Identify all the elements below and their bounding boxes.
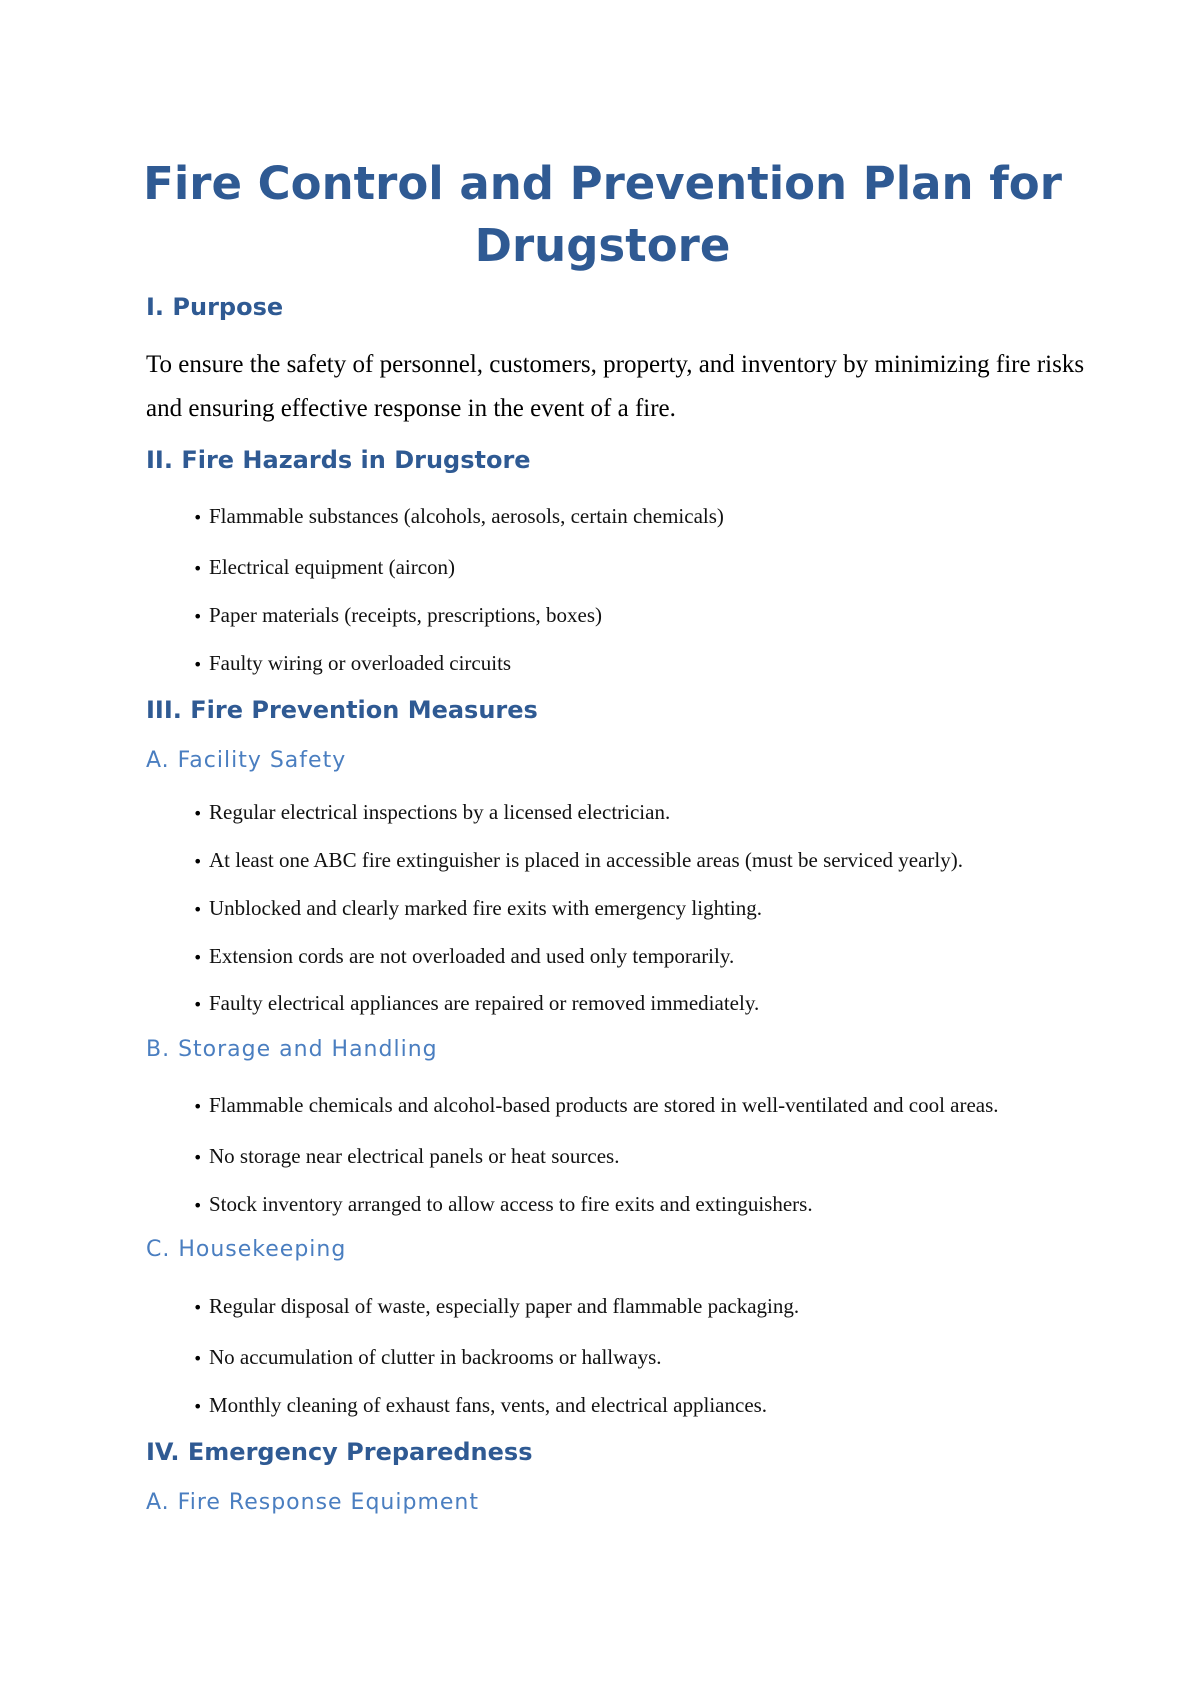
list-item: [193, 1292, 799, 1322]
bullet-icon: •: [193, 852, 203, 871]
list-item-text: Paper materials (receipts, prescriptions, boxes): [209, 603, 603, 627]
bullet-icon: •: [193, 948, 203, 967]
bullet-icon: •: [193, 1148, 203, 1167]
subsection-heading-fire-response-equipment: A. Fire Response Equipment: [146, 1490, 479, 1515]
list-item-text: Electrical equipment (aircon): [209, 555, 456, 579]
bullet-icon: •: [193, 804, 203, 823]
bullet-icon: •: [193, 508, 203, 527]
list-item: [193, 553, 455, 583]
bullet-icon: •: [193, 900, 203, 919]
list-item: [193, 798, 670, 828]
list-item: [193, 1142, 619, 1172]
section-heading-fire-prevention: III. Fire Prevention Measures: [146, 696, 538, 724]
purpose-paragraph: To ensure the safety of personnel, customers, property, and inventory by minimizing fire risks and ensuring effective response in the event of a fire.: [146, 351, 1085, 422]
list-item-text: Extension cords are not overloaded and used only temporarily.: [209, 944, 735, 968]
list-item-text: Flammable substances (alcohols, aerosols, certain chemicals): [209, 504, 724, 528]
list-item-text: Faulty wiring or overloaded circuits: [209, 651, 512, 675]
list-item-text: No storage near electrical panels or heat sources.: [209, 1144, 620, 1168]
list-item-text: Regular disposal of waste, especially paper and flammable packaging.: [209, 1294, 800, 1318]
list-item: [193, 649, 511, 679]
list-item-text: Stock inventory arranged to allow access to fire exits and extinguishers.: [209, 1192, 813, 1216]
document-title: Fire Control and Prevention Plan for Drugstore: [143, 157, 1062, 272]
list-item: [193, 846, 963, 876]
section-heading-fire-hazards: II. Fire Hazards in Drugstore: [146, 446, 531, 474]
bullet-icon: •: [193, 559, 203, 578]
list-item: [193, 1391, 767, 1421]
list-item: [193, 942, 734, 972]
list-item: [193, 601, 602, 631]
list-item-text: Flammable chemicals and alcohol-based products are stored in well-ventilated and cool areas.: [209, 1093, 999, 1117]
list-item-text: Faulty electrical appliances are repaired or removed immediately.: [209, 991, 760, 1015]
list-item: [193, 1343, 662, 1373]
list-item: [193, 894, 762, 924]
list-item: [193, 502, 724, 532]
bullet-icon: •: [193, 607, 203, 626]
bullet-icon: •: [193, 1298, 203, 1317]
bullet-icon: •: [193, 995, 203, 1014]
section-heading-emergency-preparedness: IV. Emergency Preparedness: [146, 1438, 533, 1466]
subsection-heading-storage-handling: B. Storage and Handling: [146, 1037, 438, 1062]
list-item: [193, 1091, 999, 1121]
bullet-icon: •: [193, 1097, 203, 1116]
list-item-text: Monthly cleaning of exhaust fans, vents, and electrical appliances.: [209, 1393, 768, 1417]
section-heading-purpose: I. Purpose: [146, 293, 284, 321]
bullet-icon: •: [193, 1349, 203, 1368]
bullet-icon: •: [193, 1196, 203, 1215]
bullet-icon: •: [193, 1397, 203, 1416]
list-item: [193, 1190, 813, 1220]
list-item-text: Unblocked and clearly marked fire exits with emergency lighting.: [209, 896, 763, 920]
bullet-icon: •: [193, 655, 203, 674]
subsection-heading-facility-safety: A. Facility Safety: [146, 748, 347, 773]
list-item: [193, 989, 759, 1019]
list-item-text: No accumulation of clutter in backrooms or hallways.: [209, 1345, 662, 1369]
subsection-heading-housekeeping: C. Housekeeping: [146, 1237, 347, 1262]
list-item-text: Regular electrical inspections by a licensed electrician.: [209, 800, 671, 824]
list-item-text: At least one ABC fire extinguisher is placed in accessible areas (must be serviced yearly).: [209, 848, 963, 872]
